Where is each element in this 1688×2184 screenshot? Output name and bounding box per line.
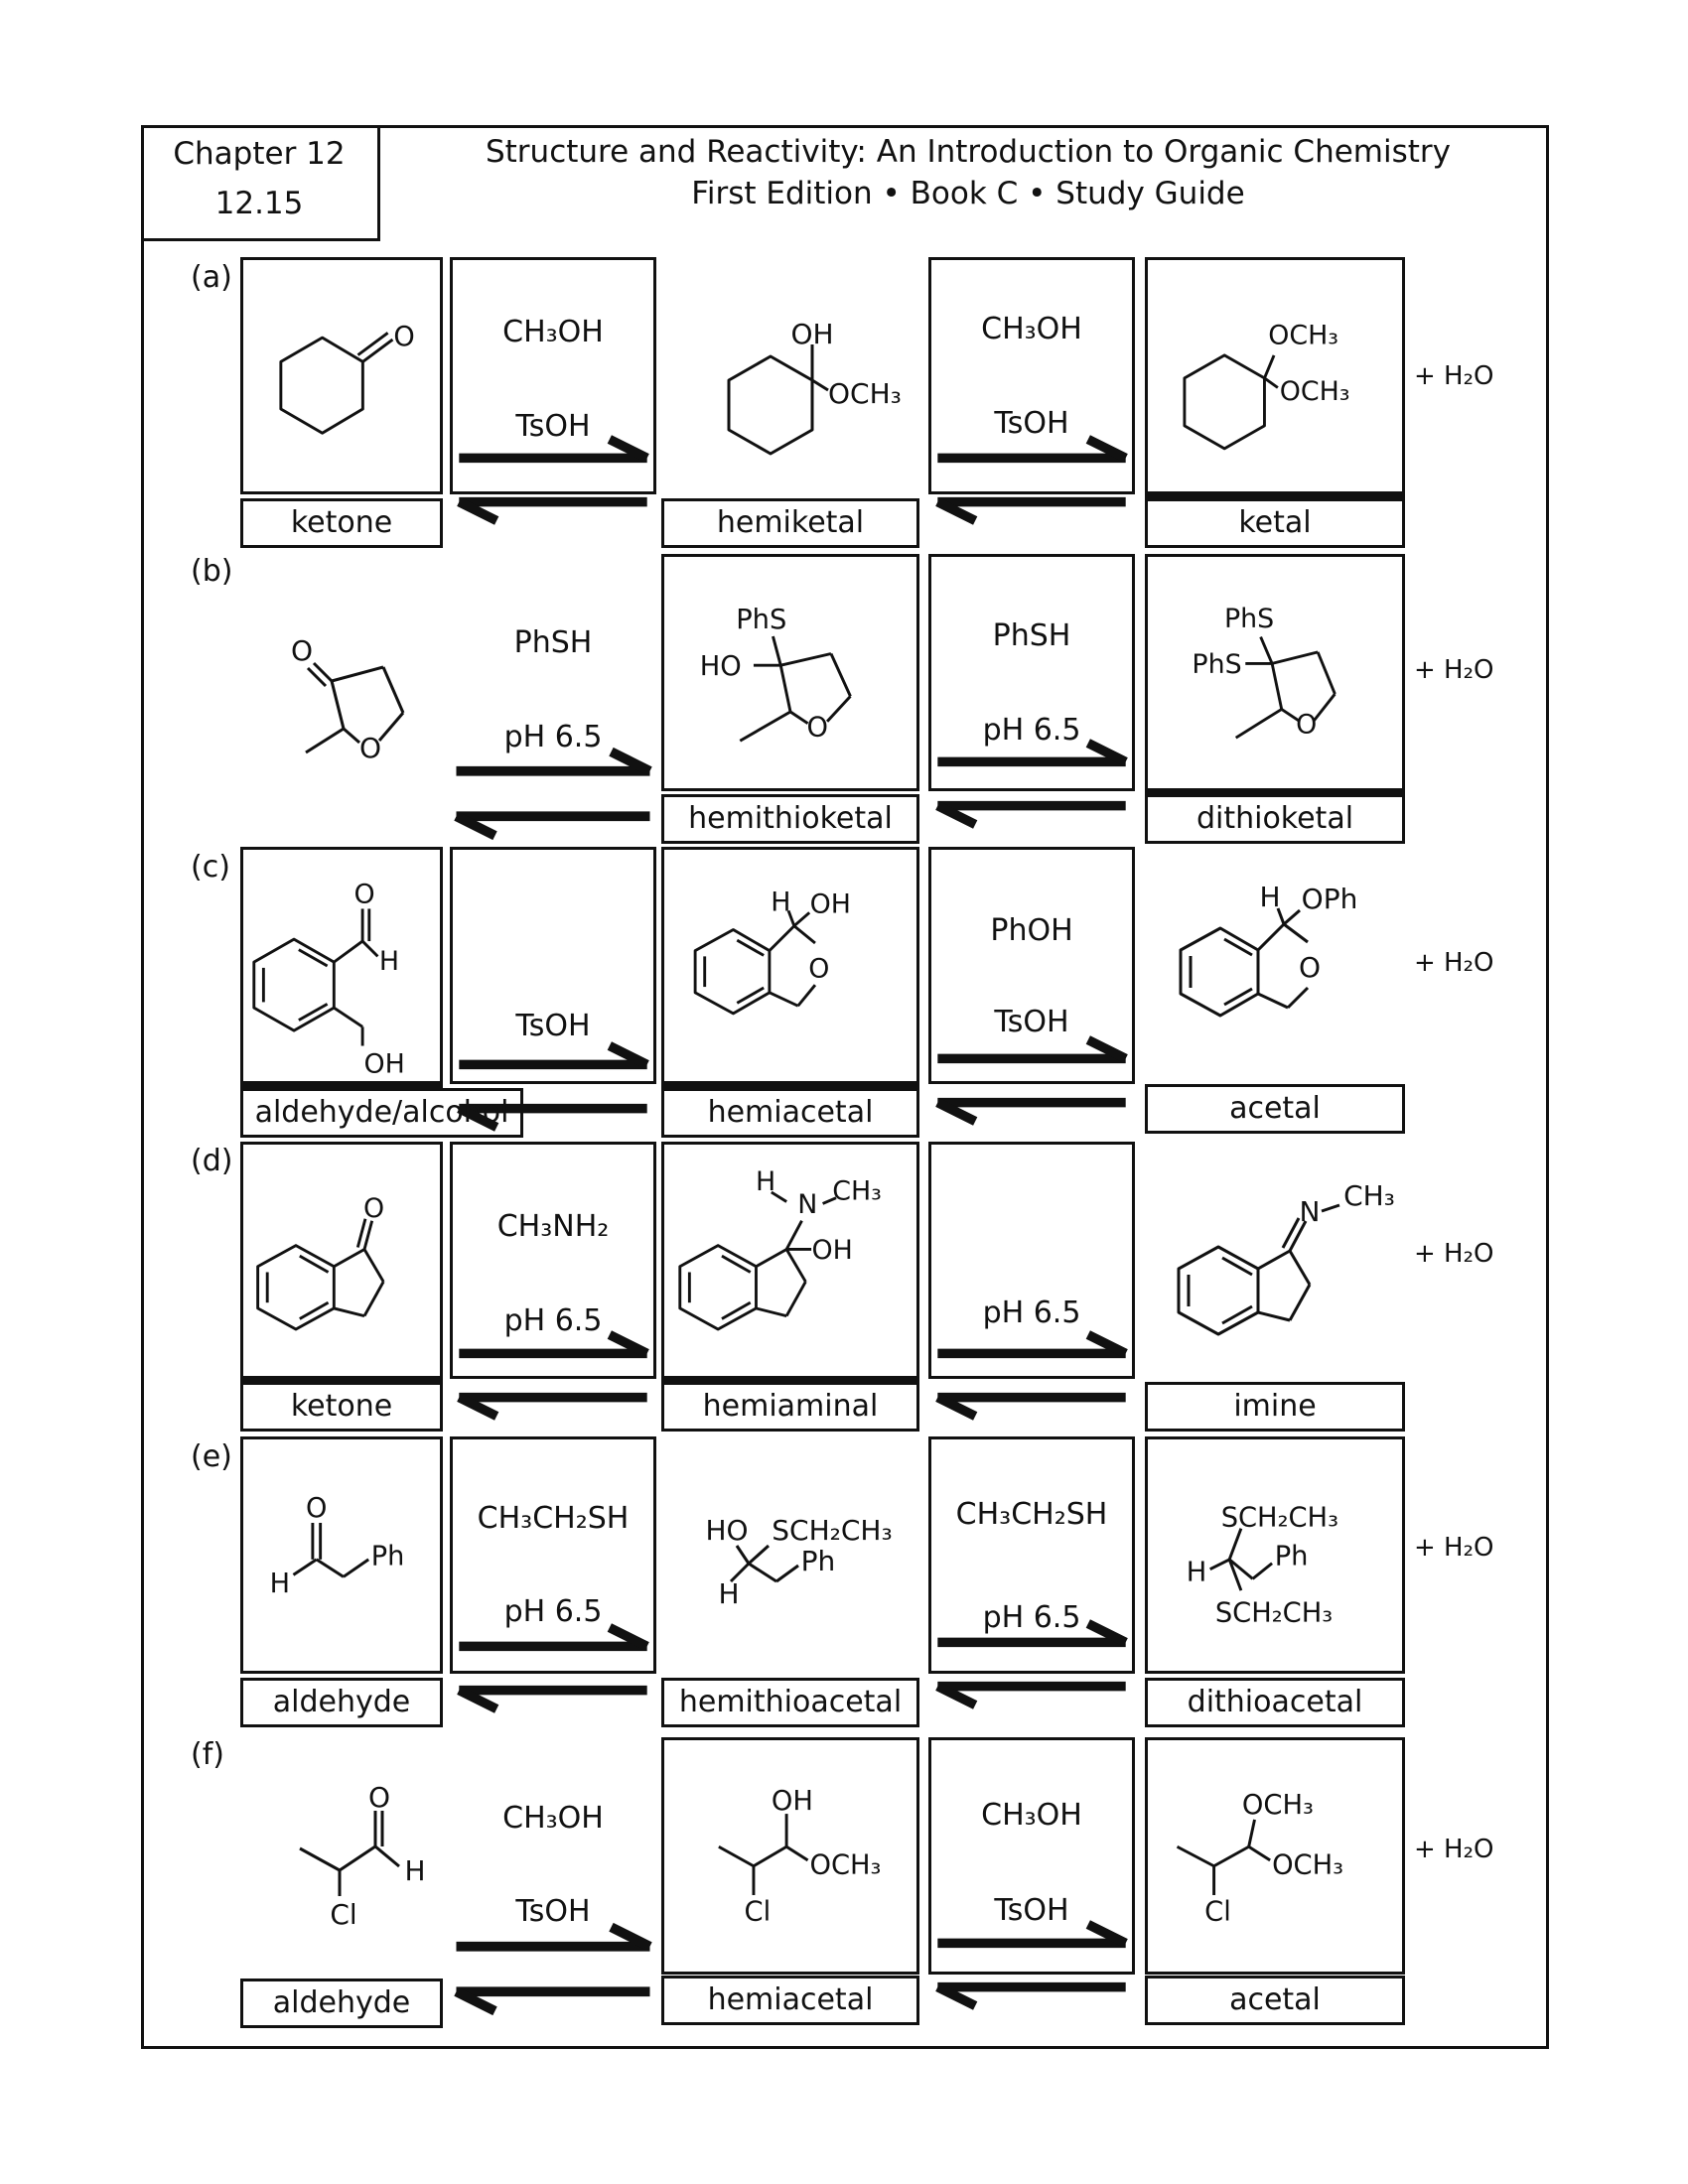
reagent-bottom: pH 6.5	[503, 1594, 603, 1629]
reaction-arrow-c2	[928, 847, 1135, 1084]
svg-text:H: H	[771, 887, 791, 918]
reagent-bottom: TsOH	[994, 1005, 1069, 1039]
reaction-arrow-a2	[928, 257, 1135, 494]
reaction-arrow-f2	[928, 1737, 1135, 1975]
svg-text:O: O	[393, 321, 415, 352]
svg-text:OCH₃: OCH₃	[1272, 1849, 1344, 1881]
page-header	[397, 131, 1539, 214]
name-label: ketone	[240, 1382, 443, 1432]
svg-text:H: H	[378, 945, 400, 977]
name-label: aldehyde	[240, 1979, 443, 2028]
reagent-bottom: TsOH	[515, 409, 591, 444]
water-byproduct: + H₂O	[1414, 361, 1494, 391]
reagent-bottom: TsOH	[994, 406, 1069, 441]
svg-text:O: O	[367, 1781, 391, 1814]
water-byproduct: + H₂O	[1414, 1835, 1494, 1864]
name-label: aldehyde	[240, 1678, 443, 1727]
svg-text:H: H	[269, 1568, 291, 1599]
reaction-arrow-d1	[450, 1142, 656, 1379]
svg-text:PhS: PhS	[1224, 603, 1275, 634]
water-byproduct: + H₂O	[1414, 948, 1494, 978]
svg-text:O: O	[306, 1493, 328, 1525]
svg-text:PhS: PhS	[1192, 648, 1242, 680]
name-label: hemiaminal	[661, 1382, 919, 1432]
water-byproduct: + H₂O	[1414, 655, 1494, 685]
svg-text:OCH₃: OCH₃	[1279, 375, 1350, 407]
name-label: dithioacetal	[1145, 1678, 1405, 1727]
name-label: hemiacetal	[661, 1976, 919, 2025]
name-label: dithioketal	[1145, 794, 1405, 844]
structure-d3	[1145, 1142, 1405, 1379]
svg-text:OH: OH	[771, 1786, 813, 1818]
reaction-arrow-e2	[928, 1436, 1135, 1674]
svg-text:OCH₃: OCH₃	[1241, 1790, 1314, 1822]
name-label: hemiketal	[661, 498, 919, 548]
structure-e2	[661, 1436, 919, 1674]
problem-number: 12.15	[214, 186, 304, 221]
reagent-top: PhOH	[990, 913, 1073, 948]
name-label: imine	[1145, 1382, 1405, 1432]
svg-text:OCH₃: OCH₃	[809, 1849, 882, 1881]
chapter-title: Chapter 12	[173, 136, 346, 172]
name-label: aldehyde/alcohol	[240, 1088, 523, 1138]
svg-text:OH: OH	[809, 888, 851, 920]
svg-text:SCH₂CH₃: SCH₂CH₃	[772, 1514, 893, 1547]
svg-text:Ph: Ph	[370, 1541, 405, 1572]
svg-text:O: O	[363, 1192, 385, 1224]
name-label: acetal	[1145, 1976, 1405, 2025]
structure-e1	[240, 1436, 443, 1674]
reaction-arrow-f1	[450, 1737, 656, 1975]
svg-text:Cl: Cl	[744, 1896, 772, 1928]
part-label-f: (f)	[191, 1737, 224, 1772]
svg-text:O: O	[353, 879, 375, 910]
structure-c2	[661, 847, 919, 1088]
svg-text:OH: OH	[363, 1048, 405, 1080]
part-label-a: (a)	[191, 260, 232, 295]
reagent-top: CH₃CH₂SH	[955, 1497, 1108, 1532]
water-byproduct: + H₂O	[1414, 1533, 1494, 1563]
svg-text:SCH₂CH₃: SCH₂CH₃	[1220, 1502, 1339, 1534]
name-label: ketal	[1145, 498, 1405, 548]
structure-c1	[240, 847, 443, 1088]
svg-text:PhS: PhS	[736, 605, 787, 636]
reagent-top: CH₃OH	[981, 312, 1082, 346]
book-subtitle: First Edition • Book C • Study Guide	[691, 176, 1245, 211]
part-label-b: (b)	[191, 554, 233, 589]
part-label-c: (c)	[191, 850, 230, 885]
reagent-bottom: pH 6.5	[503, 1303, 603, 1338]
svg-text:OCH₃: OCH₃	[1268, 320, 1339, 351]
structure-b1	[240, 554, 443, 791]
svg-text:O: O	[358, 732, 382, 764]
svg-text:Ph: Ph	[800, 1545, 836, 1577]
svg-text:CH₃: CH₃	[1343, 1179, 1395, 1212]
svg-text:O: O	[806, 712, 829, 744]
reagent-bottom: pH 6.5	[503, 720, 603, 754]
reaction-arrow-e1	[450, 1436, 656, 1674]
svg-text:O: O	[808, 953, 830, 985]
svg-text:O: O	[1298, 951, 1322, 984]
structure-f1	[240, 1737, 443, 1975]
svg-text:CH₃: CH₃	[832, 1175, 882, 1207]
svg-text:H: H	[404, 1854, 426, 1887]
reaction-arrow-c1	[450, 847, 656, 1084]
reagent-bottom: pH 6.5	[982, 713, 1081, 748]
structure-f2	[661, 1737, 919, 1975]
reagent-bottom: pH 6.5	[982, 1296, 1081, 1330]
svg-text:OCH₃: OCH₃	[828, 377, 902, 410]
reagent-top: CH₃OH	[502, 315, 604, 349]
book-title: Structure and Reactivity: An Introduction to Organic Chemistry	[485, 134, 1452, 170]
part-label-e: (e)	[191, 1439, 232, 1474]
structure-d2	[661, 1142, 919, 1383]
reagent-bottom: TsOH	[994, 1893, 1069, 1928]
svg-text:Ph: Ph	[1274, 1541, 1309, 1572]
name-label: acetal	[1145, 1084, 1405, 1134]
name-label: ketone	[240, 498, 443, 548]
svg-text:HO: HO	[699, 650, 742, 682]
reagent-top: CH₃CH₂SH	[477, 1501, 630, 1536]
reaction-arrow-a1	[450, 257, 656, 494]
name-label: hemiacetal	[661, 1088, 919, 1138]
structure-b2	[661, 554, 919, 791]
svg-text:H: H	[718, 1577, 740, 1610]
reagent-bottom: pH 6.5	[982, 1600, 1081, 1635]
structure-d1	[240, 1142, 443, 1383]
svg-text:O: O	[1296, 709, 1318, 741]
water-byproduct: + H₂O	[1414, 1239, 1494, 1269]
part-label-d: (d)	[191, 1144, 233, 1178]
svg-text:OH: OH	[811, 1235, 853, 1267]
reagent-top: CH₃NH₂	[496, 1209, 610, 1244]
svg-text:H: H	[755, 1166, 776, 1198]
svg-text:H: H	[1186, 1557, 1207, 1588]
name-label: hemithioketal	[661, 794, 919, 844]
reagent-bottom: TsOH	[515, 1009, 591, 1043]
svg-text:O: O	[290, 634, 314, 667]
structure-b3	[1145, 554, 1405, 795]
name-label: hemithioacetal	[661, 1678, 919, 1727]
svg-text:SCH₂CH₃: SCH₂CH₃	[1214, 1597, 1334, 1629]
svg-text:N: N	[1299, 1195, 1321, 1228]
structure-f3	[1145, 1737, 1405, 1975]
svg-text:Cl: Cl	[1204, 1896, 1231, 1928]
structure-c3	[1145, 847, 1405, 1084]
svg-text:H: H	[1259, 881, 1281, 913]
structure-e3	[1145, 1436, 1405, 1674]
svg-text:HO: HO	[705, 1514, 749, 1547]
reaction-arrow-d2	[928, 1142, 1135, 1379]
reagent-top: PhSH	[992, 618, 1071, 653]
structure-a1	[240, 257, 443, 494]
reagent-top: CH₃OH	[981, 1798, 1082, 1833]
svg-text:OH: OH	[790, 318, 834, 350]
reagent-bottom: TsOH	[515, 1894, 591, 1929]
structure-a2	[661, 257, 919, 494]
reaction-arrow-b1	[450, 554, 656, 791]
reagent-top: PhSH	[513, 625, 593, 660]
svg-text:N: N	[797, 1189, 818, 1221]
reaction-arrow-b2	[928, 554, 1135, 791]
chapter-box	[141, 125, 380, 241]
svg-text:OPh: OPh	[1301, 883, 1358, 915]
structure-a3	[1145, 257, 1405, 498]
svg-text:Cl: Cl	[330, 1898, 357, 1931]
reagent-top: CH₃OH	[502, 1801, 604, 1836]
